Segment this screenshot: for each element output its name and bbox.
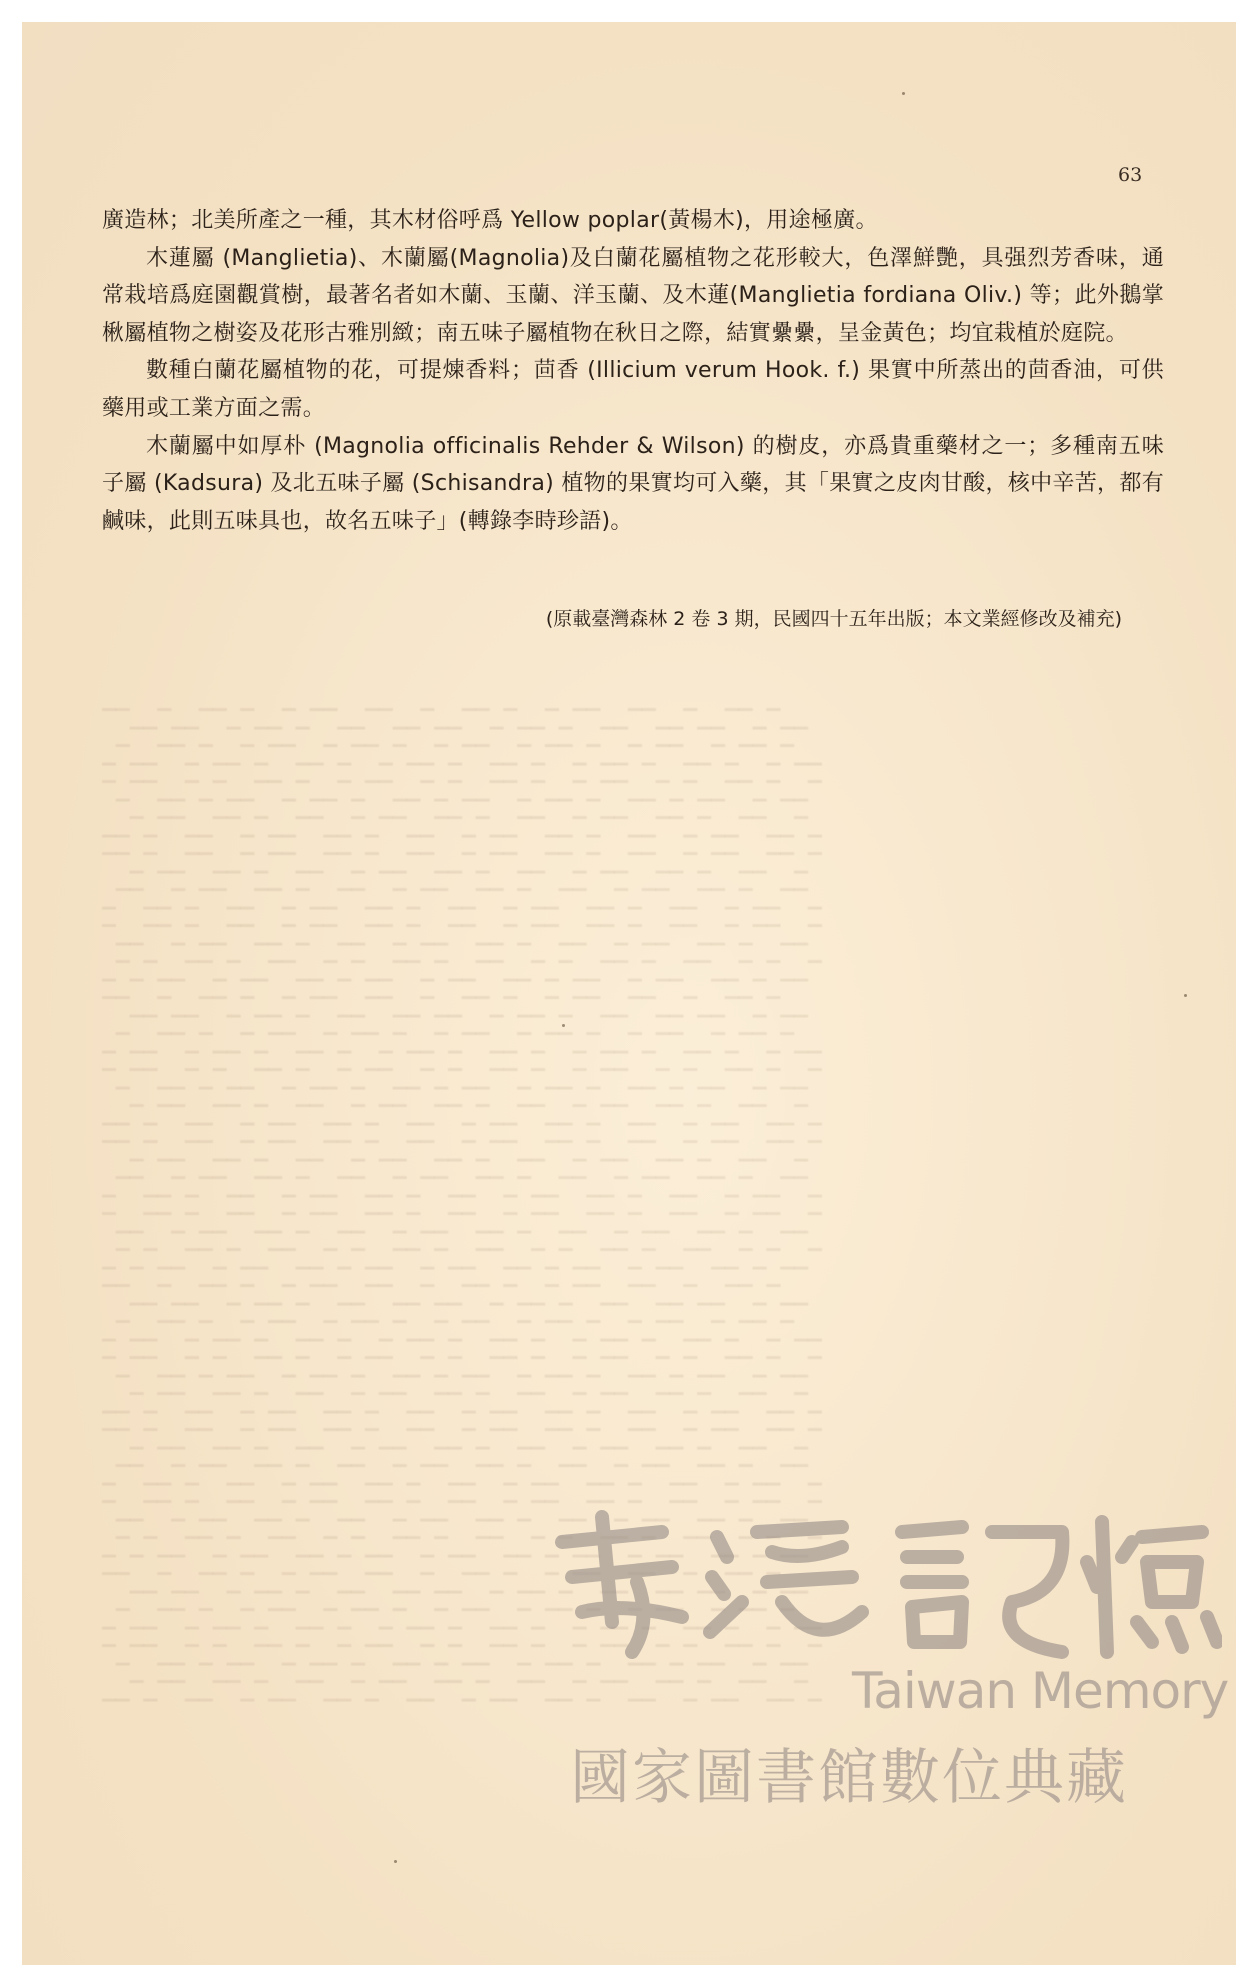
paper-speck xyxy=(394,1860,397,1863)
bleed-through-texture: ▔▔▁▁▔▁▁▔▔▁▔▁▁▔▁▔▔▁▁▔▔▁▁▔▁▁▔▔▁▔▁▁▔▁▔▔▁▁▔▔▁▁▔▁▁▔▔▁▔▁▁ ▁▔▁▁▔▔▁▔▁▁▔▁▔▔▁▁▔▁▔▔▁▔▁▁▔▁▔▔▁▁▔▁▔▔▁▔▁▁▔▁▔▔▁▁▔▁▔▔▁▔▁▁ ▔▁▔▔▁▁▔▁▔▁▁▔▔▁▔▁▁▔▁▔▔▁▁▔▁▔▁▁▔▔▁▔▁▁▔▁▔▔▁▁▔▁▔▁▁▔▔▁▔▁▁▔ ▁▁▔▁▔▔▁▁▔▔▁▔▁▁▔▔▁▁▔▁▔▔▁▁▔▔▁▔▁▁▔▔▁▁▔▁▔▔▁▁▔▔▁▔▁▁▔▔▁▁▔▁ ▔▔▁▔▁▁▔▔▁▁▔▁▔▔▁▁▔▔▁▔▁▁▔▔▁▁▔▁▔▔▁▁▔▔▁▔▁▁▔▔▁▁▔▁▔▔▁▁▔▔▁▔ ▁▔▔▁▁▔▁▔▔▁▁▔▔▁▔▁▁▔▔▁▁▔▁▔▔▁▁▔▔▁▔▁▁▔▔▁▁▔▁▔▔▁▁▔▔▁▔▁▁▔▔▁ ▔▁▁▔▔▁▔▁▁▔▔▁▁▔▁▔▔▁▁▔▔▁▔▁▁▔▔▁▁▔▁▔▔▁▁▔▔▁▔▁▁▔▔▁▁▔▁▔▔▁▁▔ ▁▔▁▔▁▁▔▔▁▔▁▁▔▔▁▁▔▁▔▁▁▔▔▁▔▁▁▔▔▁▁▔▁▔▁▁▔▔▁▔▁▁▔▔▁▁▔▁▔▁▁▔ ▔▔▁▁▔▁▁▔▔▁▔▁▁▔▁▔▔▁▁▔▔▁▁▔▁▁▔▔▁▔▁▁▔▁▔▔▁▁▔▔▁▁▔▁▁▔▔▁▔▁▁ ▁▔▁▁▔▔▁▔▁▁▔▁▔▔▁▁▔▁▔▔▁▔▁▁▔▁▔▔▁▁▔▁▔▔▁▔▁▁▔▁▔▔▁▁▔▁▔▔▁▔▁▁ ▔▁▔▔▁▁▔▁▔▁▁▔▔▁▔▁▁▔▁▔▔▁▁▔▁▔▁▁▔▔▁▔▁▁▔▁▔▔▁▁▔▁▔▁▁▔▔▁▔▁▁▔ ▁▁▔▁▔▔▁▁▔▔▁▔▁▁▔▔▁▁▔▁▔▔▁▁▔▔▁▔▁▁▔▔▁▁▔▁▔▔▁▁▔▔▁▔▁▁▔▔▁▁▔▁ ▔▔▁▔▁▁▔▔▁▁▔▁▔▔▁▁▔▔▁▔▁▁▔▔▁▁▔▁▔▔▁▁▔▔▁▔▁▁▔▔▁▁▔▁▔▔▁▁▔▔▁▔ ▁▔▔▁▁▔▁▔▔▁▁▔▔▁▔▁▁▔▔▁▁▔▁▔▔▁▁▔▔▁▔▁▁▔▔▁▁▔▁▔▔▁▁▔▔▁▔▁▁▔▔▁ ▔▁▁▔▔▁▔▁▁▔▔▁▁▔▁▔▔▁▁▔▔▁▔▁▁▔▔▁▁▔▁▔▔▁▁▔▔▁▔▁▁▔▔▁▁▔▁▔▔▁▁▔ ▁▔▁▔▁▁▔▔▁▔▁▁▔▔▁▁▔▁▔▁▁▔▔▁▔▁▁▔▔▁▁▔▁▔▁▁▔▔▁▔▁▁▔▔▁▁▔▁▔▁▁▔ ▔▔▁▁▔▁▁▔▔▁▔▁▁▔▁▔▔▁▁▔▔▁▁▔▁▁▔▔▁▔▁▁▔▁▔▔▁▁▔▔▁▁▔▁▁▔▔▁▔▁▁ ▁▔▁▁▔▔▁▔▁▁▔▁▔▔▁▁▔▁▔▔▁▔▁▁▔▁▔▔▁▁▔▁▔▔▁▔▁▁▔▁▔▔▁▁▔▁▔▔▁▔▁▁ ▔▁▔▔▁▁▔▁▔▁▁▔▔▁▔▁▁▔▁▔▔▁▁▔▁▔▁▁▔▔▁▔▁▁▔▁▔▔▁▁▔▁▔▁▁▔▔▁▔▁▁▔ ▁▁▔▁▔▔▁▁▔▔▁▔▁▁▔▔▁▁▔▁▔▔▁▁▔▔▁▔▁▁▔▔▁▁▔▁▔▔▁▁▔▔▁▔▁▁▔▔▁▁▔▁ ▔▔▁▔▁▁▔▔▁▁▔▁▔▔▁▁▔▔▁▔▁▁▔▔▁▁▔▁▔▔▁▁▔▔▁▔▁▁▔▔▁▁▔▁▔▔▁▁▔▔▁▔ ▁▔▔▁▁▔▁▔▔▁▁▔▔▁▔▁▁▔▔▁▁▔▁▔▔▁▁▔▔▁▔▁▁▔▔▁▁▔▁▔▔▁▁▔▔▁▔▁▁▔▔▁ ▔▁▁▔▔▁▔▁▁▔▔▁▁▔▁▔▔▁▁▔▔▁▔▁▁▔▔▁▁▔▁▔▔▁▁▔▔▁▔▁▁▔▔▁▁▔▁▔▔▁▁▔ ▁▔▁▔▁▁▔▔▁▔▁▁▔▔▁▁▔▁▔▁▁▔▔▁▔▁▁▔▔▁▁▔▁▔▁▁▔▔▁▔▁▁▔▔▁▁▔▁▔▁▁▔ ▔▔▁▁▔▁▁▔▔▁▔▁▁▔▁▔▔▁▁▔▔▁▁▔▁▁▔▔▁▔▁▁▔▁▔▔▁▁▔▔▁▁▔▁▁▔▔▁▔▁▁ ▁▔▁▁▔▔▁▔▁▁▔▁▔▔▁▁▔▁▔▔▁▔▁▁▔▁▔▔▁▁▔▁▔▔▁▔▁▁▔▁▔▔▁▁▔▁▔▔▁▔▁▁ ▔▁▔▔▁▁▔▁▔▁▁▔▔▁▔▁▁▔▁▔▔▁▁▔▁▔▁▁▔▔▁▔▁▁▔▁▔▔▁▁▔▁▔▁▁▔▔▁▔▁▁▔ ▁▁▔▁▔▔▁▁▔▔▁▔▁▁▔▔▁▁▔▁▔▔▁▁▔▔▁▔▁▁▔▔▁▁▔▁▔▔▁▁▔▔▁▔▁▁▔▔▁▁▔▁ xyxy=(102,709,822,1702)
paragraph-2: 木蓮屬 (Manglietia)、木蘭屬(Magnolia)及白蘭花屬植物之花形較大，色澤鮮艷，具强烈芳香味，通常栽培爲庭園觀賞樹，最著名者如木蘭、玉蘭、洋玉蘭、及木蓮(Manglietia fordiana Oliv.) 等；此外鵝掌楸屬植物之樹姿及花形古雅別緻；南五味子屬植物在秋日之際，結實纍纍，呈金黃色；均宜栽植於庭院。 xyxy=(102,245,1164,346)
article-body xyxy=(102,202,1164,540)
page-number: 63 xyxy=(1118,164,1143,186)
watermark-library-name: 國家圖書館數位典藏 xyxy=(570,1743,1128,1813)
paragraph-3: 數種白蘭花屬植物的花，可提煉香料；茴香 (Illicium verum Hook. f.) 果實中所蒸出的茴香油，可供藥用或工業方面之需。 xyxy=(102,358,1164,421)
watermark-calligraphy-logo xyxy=(542,1502,1222,1662)
paragraph-1: 廣造林；北美所產之一種，其木材俗呼爲 Yellow poplar(黃楊木)，用途極廣。 xyxy=(102,208,878,233)
document-page xyxy=(22,22,1236,1965)
paper-speck xyxy=(902,92,905,95)
paper-speck xyxy=(562,1024,565,1027)
source-note: (原載臺灣森林 2 卷 3 期，民國四十五年出版；本文業經修改及補充) xyxy=(545,608,1122,630)
paragraph-4: 木蘭屬中如厚朴 (Magnolia officinalis Rehder & Wilson) 的樹皮，亦爲貴重藥材之一；多種南五味子屬 (Kadsura) 及北五味子屬 (Schisandra) 植物的果實均可入藥，其「果實之皮肉甘酸，核中辛苦，都有鹹味，此則五味具也，故名五味子」(轉錄李時珍語)。 xyxy=(102,433,1164,534)
paper-speck xyxy=(1184,994,1187,997)
watermark-english: Taiwan Memory xyxy=(852,1662,1229,1720)
